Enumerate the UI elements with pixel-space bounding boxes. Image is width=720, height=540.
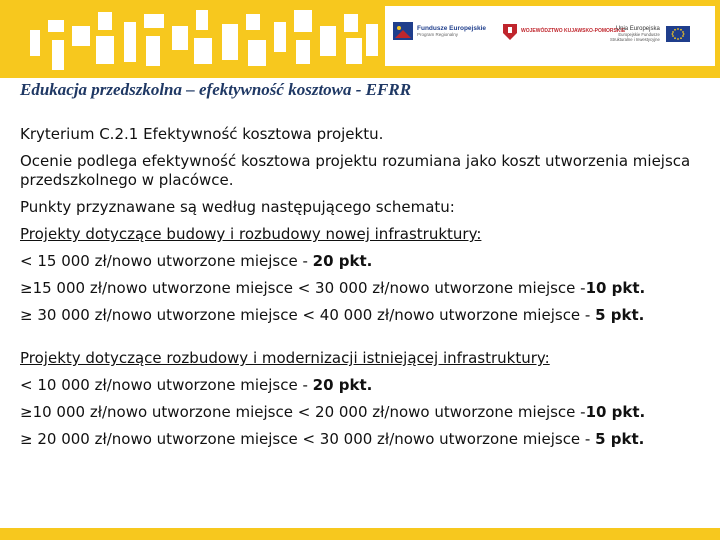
ue-sub-1: Europejskie Fundusze — [618, 31, 660, 37]
fundusze-europejskie-icon — [393, 22, 413, 40]
group1-heading: Projekty dotyczące budowy i rozbudowy nowej infrastruktury: — [20, 225, 482, 243]
ue-name: Unia Europejska — [615, 26, 660, 32]
group1-row-3-text: ≥ 30 000 zł/nowo utworzone miejsce < 40 000 zł/nowo utworzone miejsce - — [20, 306, 596, 324]
kujawsko-name: WOJEWÓDZTWO KUJAWSKO-POMORSKIE — [521, 28, 626, 35]
group2-row-1-text: < 10 000 zł/nowo utworzone miejsce - — [20, 376, 313, 394]
kujawsko-pomorskie-shield-icon — [503, 24, 517, 40]
group1-row-1-points: 20 pkt. — [312, 252, 373, 270]
footer-bar — [0, 528, 720, 540]
group2-row-1-points: 20 pkt. — [312, 376, 373, 394]
group1-row-3-points: 5 pkt. — [595, 306, 645, 324]
group1-row-1-text: < 15 000 zł/nowo utworzone miejsce - — [20, 252, 313, 270]
criterion: Kryterium C.2.1 Efektywność kosztowa projektu. — [20, 125, 384, 143]
group2-row-2 — [20, 403, 700, 422]
group2-row-3-text: ≥ 20 000 zł/nowo utworzone miejsce < 30 000 zł/nowo utworzone miejsce - — [20, 430, 596, 448]
ue-sub-2: Strukturalne i Inwestycyjne — [610, 36, 660, 42]
slide-content — [20, 125, 700, 457]
group2-row-1 — [20, 376, 700, 395]
group1-row-2-text: ≥15 000 zł/nowo utworzone miejsce < 30 000 zł/nowo utworzone miejsce - — [20, 279, 586, 297]
description: Ocenie podlega efektywność kosztowa projektu rozumiana jako koszt utworzenia miejsca przedszkolnego w placówce. — [20, 152, 691, 189]
group2-row-3-points: 5 pkt. — [595, 430, 645, 448]
section-gap — [20, 333, 700, 349]
unia-europejska-logo — [610, 26, 690, 43]
group1-row-2 — [20, 279, 700, 298]
group1-row-1 — [20, 252, 700, 271]
decorative-blocks — [0, 0, 385, 78]
group2-row-3 — [20, 430, 700, 449]
fundusze-europejskie-logo — [393, 22, 486, 40]
group2-heading: Projekty dotyczące rozbudowy i modernizacji istniejącej infrastruktury: — [20, 349, 550, 367]
scheme-intro: Punkty przyznawane są według następującego schematu: — [20, 198, 455, 216]
group2-row-2-text: ≥10 000 zł/nowo utworzone miejsce < 20 000 zł/nowo utworzone miejsce - — [20, 403, 586, 421]
group1-row-2-points: 10 pkt. — [585, 279, 646, 297]
kujawsko-pomorskie-logo — [503, 24, 625, 40]
slide-title: Edukacja przedszkolna – efektywność kosztowa - EFRR — [20, 80, 412, 99]
eu-flag-icon — [666, 26, 690, 42]
group1-row-3 — [20, 306, 700, 325]
group2-row-2-points: 10 pkt. — [585, 403, 646, 421]
header-banner — [0, 0, 720, 78]
fundusze-sub: Program Regionalny — [417, 32, 459, 38]
logo-panel — [385, 6, 715, 66]
fundusze-name: Fundusze Europejskie — [417, 24, 486, 32]
